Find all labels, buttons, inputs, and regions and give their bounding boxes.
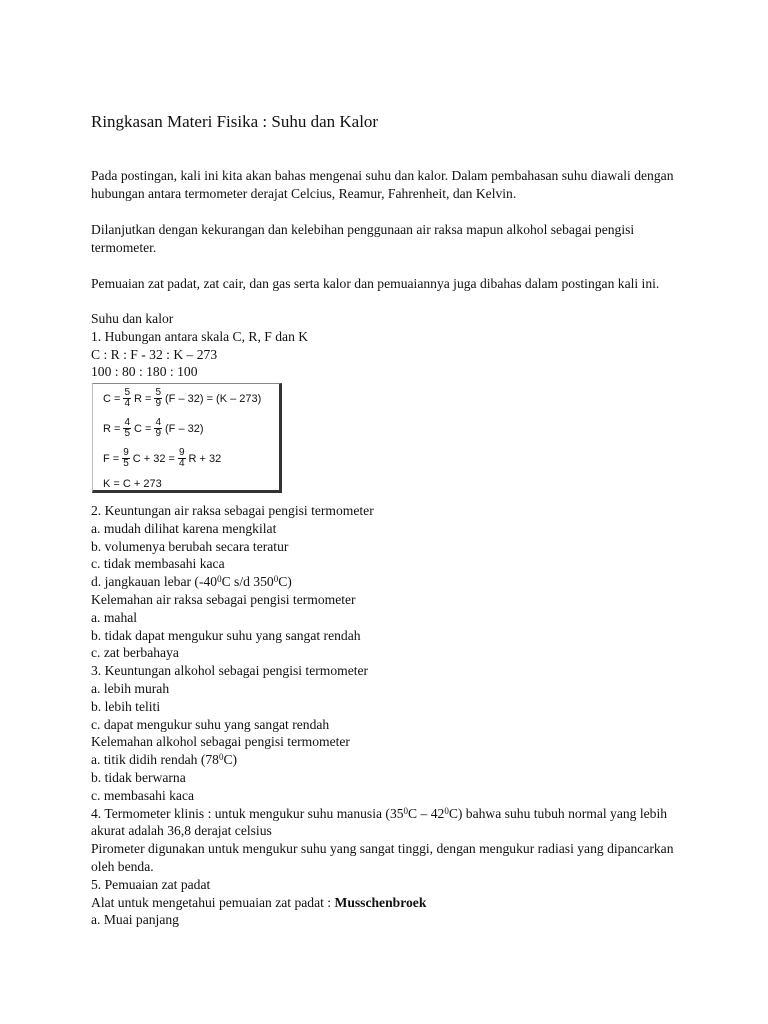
section-heading: 2. Keuntungan air raksa sebagai pengisi termometer <box>91 503 374 518</box>
scale-ratio-values: 100 : 80 : 180 : 100 <box>91 364 198 380</box>
list-item: b. tidak dapat mengukur suhu yang sangat rendah <box>91 627 361 643</box>
section-1 <box>91 310 691 381</box>
section-heading: 3. Keuntungan alkohol sebagai pengisi termometer <box>91 663 369 679</box>
conversion-formula-box <box>92 383 282 493</box>
list-item: a. lebih murah <box>91 680 170 696</box>
list-item: b. tidak berwarna <box>91 769 186 785</box>
list-item: c. tidak membasahi kaca <box>91 556 225 572</box>
list-item: c. zat berbahaya <box>91 645 179 661</box>
second-paragraph: Dilanjutkan dengan kekurangan dan kelebihan penggunaan air raksa mapun alkohol sebagai pengisi termometer. <box>91 222 635 255</box>
list-item: b. volumenya berubah secara teratur <box>91 538 289 554</box>
section-2 <box>91 502 691 929</box>
pirometer-text: Pirometer digunakan untuk mengukur suhu yang sangat tinggi, dengan mengukur radiasi yang dipancarkan oleh benda. <box>91 841 674 874</box>
list-item: Alat untuk mengetahui pemuaian zat padat : Musschenbroek <box>91 894 427 910</box>
list-item: a. mahal <box>91 609 138 625</box>
formula-row: R = $\frac{4}{5}$ C = $\frac{4}{9}$ (F – 32) <box>103 417 204 439</box>
list-item: a. mudah dilihat karena mengkilat <box>91 520 277 536</box>
list-item: a. Muai panjang <box>91 912 179 928</box>
fraction: $\frac{9}{4}$ <box>178 447 185 469</box>
list-item: a. titik didih rendah $(78^0C)$ <box>91 752 238 768</box>
section-heading: Suhu dan kalor <box>91 311 174 326</box>
list-item: c. dapat mengukur suhu yang sangat rendah <box>91 716 330 732</box>
formula-row: K = C + 273 <box>103 478 162 490</box>
fraction: $\frac{9}{5}$ <box>123 447 129 469</box>
scale-ratio: C : R : F - 32 : K – 273 <box>91 346 218 362</box>
list-item: 1. Hubungan antara skala C, R, F dan K <box>91 328 309 344</box>
fraction: $\frac{5}{4}$ <box>124 387 130 409</box>
fraction: $\frac{4}{5}$ <box>124 417 130 439</box>
clinical-thermometer-text: 4. Termometer klinis : untuk mengukur suhu manusia $(35^0C - 42^0C)$ bahwa suhu tubuh normal yang lebih akurat adalah 36,8 derajat celsius <box>91 805 668 839</box>
list-item: d. jangkauan lebar ($-40^0C$ s/d $350^0C$) <box>91 574 292 590</box>
section-heading: 5. Pemuaian zat padat <box>91 876 211 892</box>
document-title: Ringkasan Materi Fisika : Suhu dan Kalor <box>91 112 379 131</box>
list-item: c. membasahi kaca <box>91 787 195 803</box>
section-heading: Kelemahan alkohol sebagai pengisi termometer <box>91 734 350 750</box>
intro-paragraph: Pada postingan, kali ini kita akan bahas mengenai suhu dan kalor. Dalam pembahasan suhu diawali dengan hubungan antara termometer derajat Celcius, Reamur, Fahrenheit, dan Kelvin. <box>91 168 674 201</box>
formula-row: C = $\frac{5}{4}$ R = $\frac{5}{9}$ (F – 32) = (K – 273) <box>103 387 262 409</box>
list-item: b. lebih teliti <box>91 698 161 714</box>
fraction: $\frac{4}{9}$ <box>155 417 161 439</box>
third-paragraph: Pemuaian zat padat, zat cair, dan gas serta kalor dan pemuaiannya juga dibahas dalam postingan kali ini. <box>91 276 660 291</box>
section-heading: Kelemahan air raksa sebagai pengisi termometer <box>91 591 356 607</box>
formula-row: F = $\frac{9}{5}$ C + 32 = $\frac{9}{4}$ R + 32 <box>103 447 222 469</box>
fraction: $\frac{5}{9}$ <box>155 387 161 409</box>
